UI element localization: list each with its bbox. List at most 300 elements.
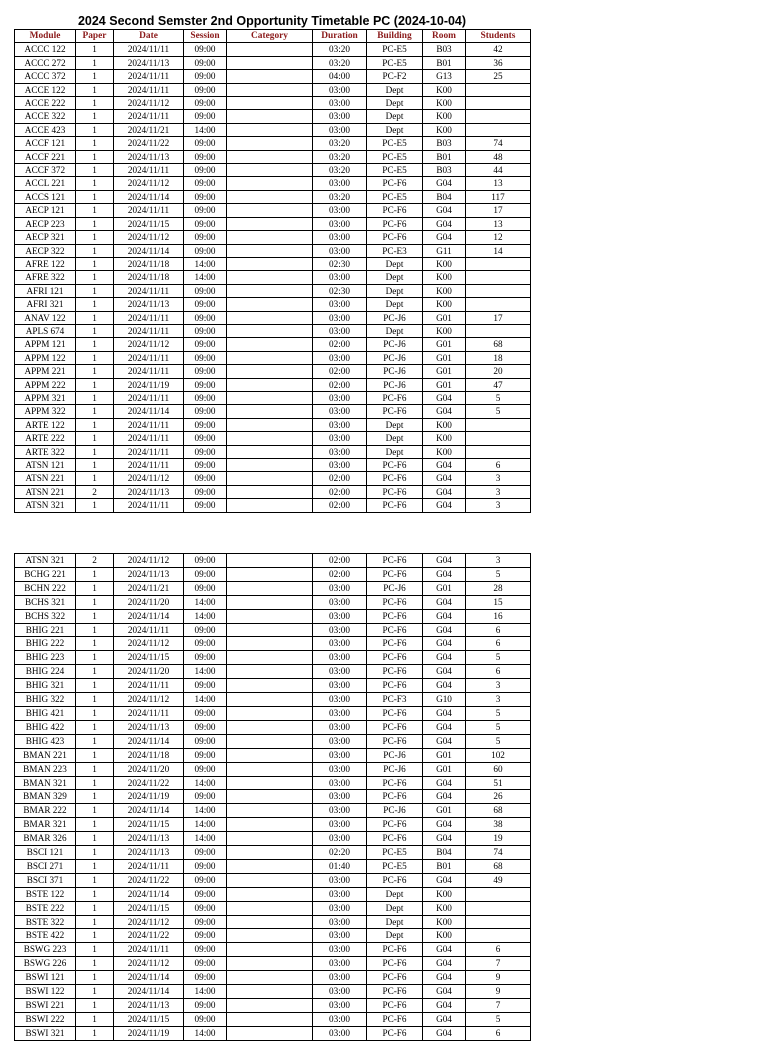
table-row bbox=[15, 432, 531, 445]
cell-session: 09:00 bbox=[184, 999, 227, 1013]
cell-duration: 03:00 bbox=[313, 720, 367, 734]
cell-students: 47 bbox=[466, 378, 531, 391]
cell-building: PC-F6 bbox=[367, 776, 423, 790]
cell-category bbox=[227, 418, 313, 431]
cell-building: PC-J6 bbox=[367, 762, 423, 776]
cell-room: G04 bbox=[423, 231, 466, 244]
cell-students: 3 bbox=[466, 485, 531, 498]
cell-paper: 1 bbox=[76, 351, 114, 364]
cell-students: 5 bbox=[466, 720, 531, 734]
table-row bbox=[15, 679, 531, 693]
cell-duration: 03:00 bbox=[313, 177, 367, 190]
cell-students bbox=[466, 97, 531, 110]
cell-room: K00 bbox=[423, 110, 466, 123]
table-row bbox=[15, 999, 531, 1013]
cell-date: 2024/11/14 bbox=[114, 734, 184, 748]
cell-room: K00 bbox=[423, 915, 466, 929]
cell-category bbox=[227, 499, 313, 512]
cell-students: 14 bbox=[466, 244, 531, 257]
cell-room: G04 bbox=[423, 554, 466, 568]
cell-date: 2024/11/12 bbox=[114, 693, 184, 707]
cell-session: 09:00 bbox=[184, 405, 227, 418]
cell-module: ACCE 423 bbox=[15, 123, 76, 136]
cell-module: ACCS 121 bbox=[15, 190, 76, 203]
table-row bbox=[15, 110, 531, 123]
cell-room: G04 bbox=[423, 609, 466, 623]
cell-duration: 03:00 bbox=[313, 679, 367, 693]
cell-category bbox=[227, 298, 313, 311]
cell-students bbox=[466, 123, 531, 136]
cell-students bbox=[466, 324, 531, 337]
cell-paper: 1 bbox=[76, 324, 114, 337]
cell-room: B01 bbox=[423, 56, 466, 69]
cell-session: 09:00 bbox=[184, 943, 227, 957]
cell-paper: 1 bbox=[76, 567, 114, 581]
cell-duration: 03:00 bbox=[313, 706, 367, 720]
cell-duration: 03:00 bbox=[313, 693, 367, 707]
cell-paper: 1 bbox=[76, 311, 114, 324]
cell-building: PC-F6 bbox=[367, 637, 423, 651]
cell-date: 2024/11/19 bbox=[114, 790, 184, 804]
cell-session: 14:00 bbox=[184, 985, 227, 999]
cell-session: 09:00 bbox=[184, 110, 227, 123]
cell-students: 19 bbox=[466, 832, 531, 846]
cell-paper: 1 bbox=[76, 472, 114, 485]
cell-paper: 1 bbox=[76, 257, 114, 270]
cell-module: AFRE 122 bbox=[15, 257, 76, 270]
cell-paper: 1 bbox=[76, 665, 114, 679]
cell-date: 2024/11/21 bbox=[114, 581, 184, 595]
cell-duration: 03:00 bbox=[313, 957, 367, 971]
cell-room: G04 bbox=[423, 651, 466, 665]
cell-category bbox=[227, 97, 313, 110]
cell-duration: 02:20 bbox=[313, 846, 367, 860]
cell-duration: 03:20 bbox=[313, 43, 367, 56]
cell-paper: 1 bbox=[76, 56, 114, 69]
cell-paper: 1 bbox=[76, 706, 114, 720]
cell-category bbox=[227, 190, 313, 203]
cell-paper: 1 bbox=[76, 97, 114, 110]
table-row bbox=[15, 720, 531, 734]
cell-duration: 03:20 bbox=[313, 150, 367, 163]
cell-category bbox=[227, 748, 313, 762]
cell-category bbox=[227, 985, 313, 999]
table-row bbox=[15, 204, 531, 217]
cell-building: PC-F6 bbox=[367, 623, 423, 637]
cell-category bbox=[227, 311, 313, 324]
cell-date: 2024/11/14 bbox=[114, 405, 184, 418]
column-header-paper: Paper bbox=[76, 30, 114, 43]
cell-session: 09:00 bbox=[184, 846, 227, 860]
cell-date: 2024/11/13 bbox=[114, 485, 184, 498]
cell-date: 2024/11/15 bbox=[114, 818, 184, 832]
cell-room: K00 bbox=[423, 432, 466, 445]
cell-room: G11 bbox=[423, 244, 466, 257]
cell-session: 09:00 bbox=[184, 97, 227, 110]
cell-session: 09:00 bbox=[184, 338, 227, 351]
cell-duration: 03:00 bbox=[313, 804, 367, 818]
cell-paper: 1 bbox=[76, 595, 114, 609]
cell-module: BCHG 221 bbox=[15, 567, 76, 581]
table-row bbox=[15, 97, 531, 110]
cell-room: K00 bbox=[423, 418, 466, 431]
cell-building: Dept bbox=[367, 887, 423, 901]
cell-duration: 03:00 bbox=[313, 271, 367, 284]
cell-building: PC-F6 bbox=[367, 595, 423, 609]
cell-paper: 1 bbox=[76, 915, 114, 929]
table-row bbox=[15, 298, 531, 311]
cell-date: 2024/11/12 bbox=[114, 957, 184, 971]
cell-duration: 03:00 bbox=[313, 985, 367, 999]
cell-module: APPM 221 bbox=[15, 365, 76, 378]
cell-room: G04 bbox=[423, 943, 466, 957]
cell-paper: 1 bbox=[76, 581, 114, 595]
cell-duration: 03:00 bbox=[313, 595, 367, 609]
table-row bbox=[15, 284, 531, 297]
cell-category bbox=[227, 472, 313, 485]
cell-session: 09:00 bbox=[184, 459, 227, 472]
cell-duration: 03:00 bbox=[313, 432, 367, 445]
cell-session: 09:00 bbox=[184, 378, 227, 391]
table-row bbox=[15, 244, 531, 257]
cell-students: 117 bbox=[466, 190, 531, 203]
cell-building: PC-F6 bbox=[367, 405, 423, 418]
cell-module: BSTE 222 bbox=[15, 901, 76, 915]
cell-building: PC-F2 bbox=[367, 70, 423, 83]
cell-paper: 1 bbox=[76, 609, 114, 623]
cell-date: 2024/11/14 bbox=[114, 190, 184, 203]
cell-date: 2024/11/13 bbox=[114, 832, 184, 846]
cell-duration: 03:00 bbox=[313, 999, 367, 1013]
cell-category bbox=[227, 971, 313, 985]
column-header-date: Date bbox=[114, 30, 184, 43]
cell-paper: 1 bbox=[76, 123, 114, 136]
cell-category bbox=[227, 70, 313, 83]
cell-duration: 02:30 bbox=[313, 284, 367, 297]
cell-duration: 03:00 bbox=[313, 418, 367, 431]
table-row bbox=[15, 804, 531, 818]
cell-session: 09:00 bbox=[184, 679, 227, 693]
cell-session: 14:00 bbox=[184, 123, 227, 136]
cell-date: 2024/11/22 bbox=[114, 929, 184, 943]
cell-room: G01 bbox=[423, 804, 466, 818]
cell-building: Dept bbox=[367, 97, 423, 110]
cell-students: 3 bbox=[466, 693, 531, 707]
cell-module: BMAN 329 bbox=[15, 790, 76, 804]
cell-paper: 1 bbox=[76, 720, 114, 734]
cell-students: 13 bbox=[466, 217, 531, 230]
cell-building: PC-F6 bbox=[367, 485, 423, 498]
cell-category bbox=[227, 445, 313, 458]
table-row bbox=[15, 445, 531, 458]
cell-session: 09:00 bbox=[184, 70, 227, 83]
cell-building: Dept bbox=[367, 298, 423, 311]
cell-room: G04 bbox=[423, 971, 466, 985]
cell-room: G04 bbox=[423, 391, 466, 404]
cell-module: ACCL 221 bbox=[15, 177, 76, 190]
cell-students: 49 bbox=[466, 873, 531, 887]
cell-duration: 02:00 bbox=[313, 499, 367, 512]
cell-session: 09:00 bbox=[184, 873, 227, 887]
cell-module: BHIG 421 bbox=[15, 706, 76, 720]
table-row bbox=[15, 693, 531, 707]
cell-paper: 1 bbox=[76, 499, 114, 512]
cell-paper: 1 bbox=[76, 776, 114, 790]
cell-duration: 03:00 bbox=[313, 324, 367, 337]
cell-date: 2024/11/11 bbox=[114, 324, 184, 337]
table-row bbox=[15, 915, 531, 929]
cell-duration: 03:00 bbox=[313, 110, 367, 123]
cell-category bbox=[227, 244, 313, 257]
cell-students: 6 bbox=[466, 623, 531, 637]
cell-building: PC-F6 bbox=[367, 177, 423, 190]
cell-duration: 03:00 bbox=[313, 887, 367, 901]
cell-module: BMAR 321 bbox=[15, 818, 76, 832]
table-row bbox=[15, 231, 531, 244]
cell-module: BSTE 322 bbox=[15, 915, 76, 929]
cell-room: G04 bbox=[423, 734, 466, 748]
cell-students: 6 bbox=[466, 665, 531, 679]
cell-students: 74 bbox=[466, 846, 531, 860]
cell-room: G04 bbox=[423, 1012, 466, 1026]
cell-module: BSWI 122 bbox=[15, 985, 76, 999]
cell-date: 2024/11/13 bbox=[114, 298, 184, 311]
cell-category bbox=[227, 887, 313, 901]
cell-duration: 03:00 bbox=[313, 311, 367, 324]
cell-category bbox=[227, 378, 313, 391]
cell-students: 44 bbox=[466, 164, 531, 177]
cell-date: 2024/11/19 bbox=[114, 1026, 184, 1040]
cell-category bbox=[227, 679, 313, 693]
cell-date: 2024/11/11 bbox=[114, 284, 184, 297]
cell-students: 6 bbox=[466, 459, 531, 472]
cell-students: 17 bbox=[466, 204, 531, 217]
cell-paper: 1 bbox=[76, 365, 114, 378]
cell-students: 15 bbox=[466, 595, 531, 609]
cell-module: AECP 322 bbox=[15, 244, 76, 257]
cell-students bbox=[466, 271, 531, 284]
cell-date: 2024/11/13 bbox=[114, 999, 184, 1013]
cell-duration: 03:00 bbox=[313, 623, 367, 637]
cell-category bbox=[227, 391, 313, 404]
cell-category bbox=[227, 56, 313, 69]
cell-date: 2024/11/18 bbox=[114, 257, 184, 270]
cell-duration: 03:00 bbox=[313, 790, 367, 804]
cell-date: 2024/11/13 bbox=[114, 567, 184, 581]
cell-room: B03 bbox=[423, 43, 466, 56]
cell-paper: 1 bbox=[76, 405, 114, 418]
cell-module: BSWG 223 bbox=[15, 943, 76, 957]
cell-students: 102 bbox=[466, 748, 531, 762]
cell-room: G04 bbox=[423, 177, 466, 190]
cell-building: PC-E5 bbox=[367, 56, 423, 69]
cell-date: 2024/11/11 bbox=[114, 110, 184, 123]
cell-date: 2024/11/11 bbox=[114, 499, 184, 512]
cell-building: Dept bbox=[367, 284, 423, 297]
cell-module: ATSN 221 bbox=[15, 485, 76, 498]
cell-building: PC-E5 bbox=[367, 150, 423, 163]
cell-date: 2024/11/11 bbox=[114, 859, 184, 873]
cell-students: 5 bbox=[466, 734, 531, 748]
cell-building: PC-F6 bbox=[367, 665, 423, 679]
cell-building: Dept bbox=[367, 929, 423, 943]
cell-paper: 1 bbox=[76, 929, 114, 943]
cell-building: PC-E5 bbox=[367, 43, 423, 56]
cell-students bbox=[466, 432, 531, 445]
cell-room: K00 bbox=[423, 445, 466, 458]
cell-paper: 1 bbox=[76, 762, 114, 776]
cell-category bbox=[227, 284, 313, 297]
table-row bbox=[15, 459, 531, 472]
cell-students: 68 bbox=[466, 859, 531, 873]
cell-category bbox=[227, 999, 313, 1013]
cell-paper: 1 bbox=[76, 790, 114, 804]
cell-date: 2024/11/20 bbox=[114, 595, 184, 609]
cell-duration: 03:20 bbox=[313, 190, 367, 203]
cell-module: BHIG 222 bbox=[15, 637, 76, 651]
cell-date: 2024/11/21 bbox=[114, 123, 184, 136]
column-header-duration: Duration bbox=[313, 30, 367, 43]
cell-room: G04 bbox=[423, 567, 466, 581]
cell-building: PC-F6 bbox=[367, 609, 423, 623]
table-row bbox=[15, 595, 531, 609]
cell-session: 09:00 bbox=[184, 915, 227, 929]
cell-paper: 1 bbox=[76, 1012, 114, 1026]
table-row bbox=[15, 257, 531, 270]
column-header-building: Building bbox=[367, 30, 423, 43]
cell-students: 26 bbox=[466, 790, 531, 804]
cell-session: 09:00 bbox=[184, 762, 227, 776]
cell-session: 09:00 bbox=[184, 971, 227, 985]
cell-session: 09:00 bbox=[184, 83, 227, 96]
cell-students: 20 bbox=[466, 365, 531, 378]
cell-room: G01 bbox=[423, 378, 466, 391]
cell-duration: 03:00 bbox=[313, 915, 367, 929]
cell-category bbox=[227, 693, 313, 707]
cell-room: G04 bbox=[423, 790, 466, 804]
table-row bbox=[15, 609, 531, 623]
cell-session: 09:00 bbox=[184, 637, 227, 651]
cell-room: K00 bbox=[423, 97, 466, 110]
cell-building: PC-J6 bbox=[367, 748, 423, 762]
cell-session: 09:00 bbox=[184, 150, 227, 163]
cell-date: 2024/11/12 bbox=[114, 97, 184, 110]
cell-date: 2024/11/11 bbox=[114, 432, 184, 445]
cell-module: BHIG 223 bbox=[15, 651, 76, 665]
cell-category bbox=[227, 338, 313, 351]
cell-building: PC-F6 bbox=[367, 734, 423, 748]
cell-duration: 03:00 bbox=[313, 217, 367, 230]
cell-module: BMAN 321 bbox=[15, 776, 76, 790]
cell-session: 14:00 bbox=[184, 271, 227, 284]
cell-room: G04 bbox=[423, 873, 466, 887]
cell-date: 2024/11/11 bbox=[114, 70, 184, 83]
cell-room: G04 bbox=[423, 720, 466, 734]
cell-paper: 1 bbox=[76, 284, 114, 297]
cell-building: Dept bbox=[367, 901, 423, 915]
cell-building: PC-F6 bbox=[367, 720, 423, 734]
cell-date: 2024/11/11 bbox=[114, 204, 184, 217]
cell-session: 14:00 bbox=[184, 693, 227, 707]
cell-room: K00 bbox=[423, 284, 466, 297]
cell-students: 6 bbox=[466, 943, 531, 957]
cell-module: BHIG 221 bbox=[15, 623, 76, 637]
table-row bbox=[15, 846, 531, 860]
cell-category bbox=[227, 405, 313, 418]
table-row bbox=[15, 790, 531, 804]
cell-duration: 03:20 bbox=[313, 164, 367, 177]
cell-duration: 03:20 bbox=[313, 137, 367, 150]
cell-category bbox=[227, 734, 313, 748]
cell-paper: 1 bbox=[76, 217, 114, 230]
cell-category bbox=[227, 231, 313, 244]
cell-students bbox=[466, 901, 531, 915]
cell-students: 6 bbox=[466, 1026, 531, 1040]
cell-students bbox=[466, 929, 531, 943]
cell-room: G04 bbox=[423, 832, 466, 846]
table-row bbox=[15, 637, 531, 651]
cell-duration: 03:00 bbox=[313, 901, 367, 915]
cell-paper: 1 bbox=[76, 748, 114, 762]
table-row bbox=[15, 271, 531, 284]
cell-category bbox=[227, 554, 313, 568]
cell-module: ACCF 221 bbox=[15, 150, 76, 163]
cell-date: 2024/11/14 bbox=[114, 971, 184, 985]
cell-building: PC-F3 bbox=[367, 693, 423, 707]
cell-paper: 1 bbox=[76, 459, 114, 472]
cell-date: 2024/11/20 bbox=[114, 762, 184, 776]
cell-room: G01 bbox=[423, 338, 466, 351]
cell-category bbox=[227, 957, 313, 971]
cell-category bbox=[227, 1012, 313, 1026]
cell-duration: 03:00 bbox=[313, 748, 367, 762]
cell-session: 14:00 bbox=[184, 832, 227, 846]
cell-session: 09:00 bbox=[184, 748, 227, 762]
cell-module: BSTE 122 bbox=[15, 887, 76, 901]
cell-students bbox=[466, 915, 531, 929]
table-row bbox=[15, 818, 531, 832]
cell-room: G04 bbox=[423, 706, 466, 720]
table-row bbox=[15, 776, 531, 790]
cell-room: K00 bbox=[423, 324, 466, 337]
cell-room: G01 bbox=[423, 581, 466, 595]
cell-room: K00 bbox=[423, 271, 466, 284]
cell-building: PC-F6 bbox=[367, 832, 423, 846]
cell-date: 2024/11/12 bbox=[114, 915, 184, 929]
cell-category bbox=[227, 137, 313, 150]
cell-students: 16 bbox=[466, 609, 531, 623]
cell-duration: 02:00 bbox=[313, 365, 367, 378]
cell-category bbox=[227, 665, 313, 679]
cell-room: G04 bbox=[423, 499, 466, 512]
cell-room: K00 bbox=[423, 123, 466, 136]
cell-module: APPM 322 bbox=[15, 405, 76, 418]
cell-room: G04 bbox=[423, 999, 466, 1013]
cell-category bbox=[227, 83, 313, 96]
cell-duration: 03:00 bbox=[313, 971, 367, 985]
table-row bbox=[15, 873, 531, 887]
cell-date: 2024/11/11 bbox=[114, 706, 184, 720]
cell-module: APPM 321 bbox=[15, 391, 76, 404]
cell-category bbox=[227, 637, 313, 651]
cell-room: K00 bbox=[423, 901, 466, 915]
table-row bbox=[15, 832, 531, 846]
cell-room: G01 bbox=[423, 365, 466, 378]
table-row bbox=[15, 971, 531, 985]
cell-session: 09:00 bbox=[184, 581, 227, 595]
cell-room: K00 bbox=[423, 929, 466, 943]
cell-module: BSWI 321 bbox=[15, 1026, 76, 1040]
